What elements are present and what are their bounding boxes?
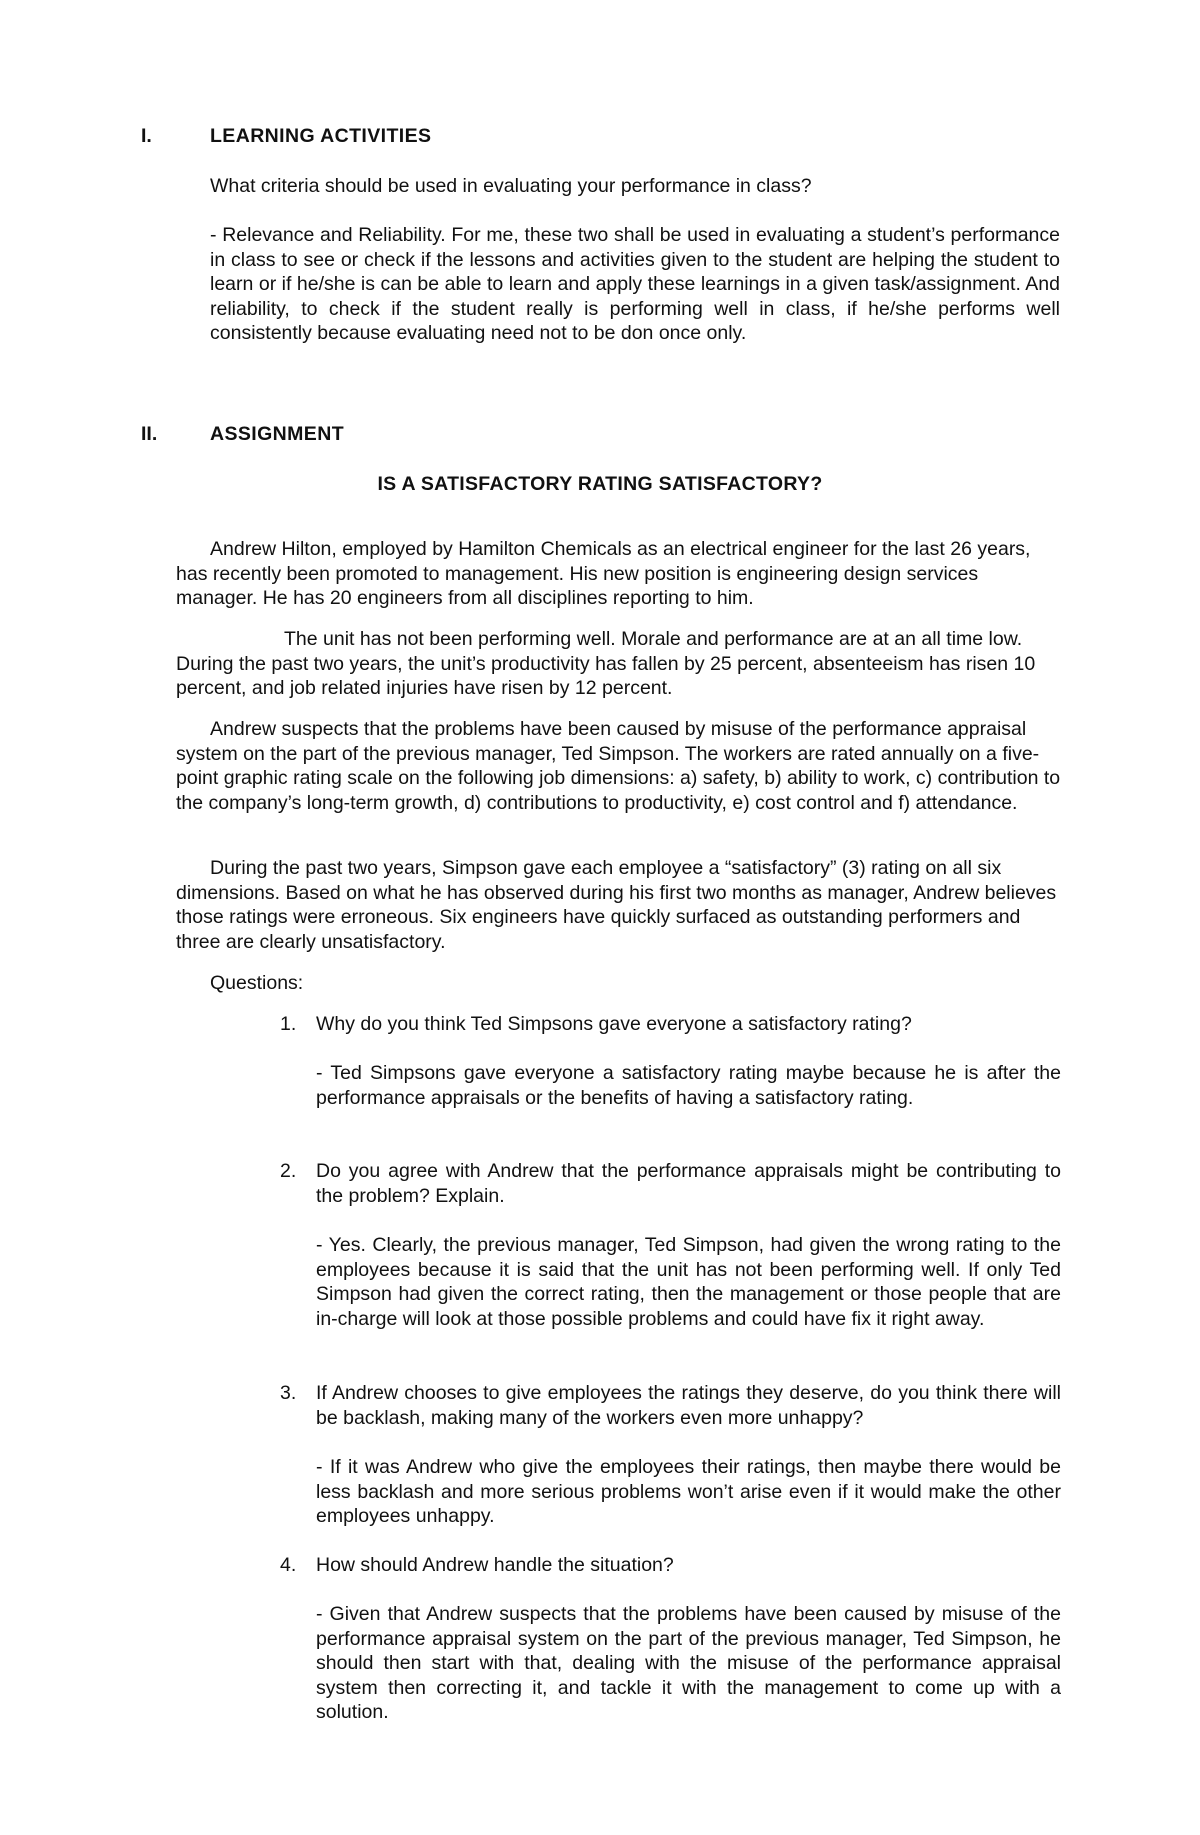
- question-1-text: Why do you think Ted Simpsons gave everyone a satisfactory rating?: [316, 1013, 912, 1035]
- case-paragraph-4: During the past two years, Simpson gave each employee a “satisfactory” (3) rating on all six dimensions. Based on what he has observed during his first two months as manager, Andrew believes those ratings were erroneous. Six engineers have quickly surfaced as outstanding performers and three are clearly unsatisfactory.: [176, 857, 1057, 953]
- section-1-answer: - Relevance and Reliability. For me, these two shall be used in evaluating a student’s performance in class to see or check if the lessons and activities given to the student are helping the student to learn or if he/she is can be able to learn and apply these learnings in a given task/assignment. And reliability, to check if the student really is performing well in class, if he/she performs well consistently because evaluating need not to be don once only.: [210, 224, 1060, 345]
- question-3-number: 3.: [280, 1382, 297, 1404]
- section-2-number: II.: [141, 423, 158, 445]
- question-4-text: How should Andrew handle the situation?: [316, 1554, 674, 1576]
- section-1-number: I.: [141, 125, 152, 147]
- question-2-number: 2.: [280, 1160, 297, 1182]
- question-1-number: 1.: [280, 1013, 297, 1035]
- question-3-text: If Andrew chooses to give employees the ratings they deserve, do you think there will be backlash, making many of the workers even more unhappy?: [316, 1382, 1061, 1429]
- question-4-number: 4.: [280, 1554, 297, 1576]
- questions-label: Questions:: [210, 972, 304, 994]
- section-1-question: What criteria should be used in evaluating your performance in class?: [210, 175, 812, 197]
- question-1-answer: - Ted Simpsons gave everyone a satisfactory rating maybe because he is after the performance appraisals or the benefits of having a satisfactory rating.: [316, 1062, 1061, 1109]
- question-2-answer: - Yes. Clearly, the previous manager, Ted Simpson, had given the wrong rating to the employees because it is said that the unit has not been performing well. If only Ted Simpson had given the correct rating, then the management or those people that are in-charge will look at those possible problems and could have fix it right away.: [316, 1234, 1061, 1330]
- case-paragraph-1: Andrew Hilton, employed by Hamilton Chemicals as an electrical engineer for the last 26 years, has recently been promoted to management. His new position is engineering design services manager. He has 20 engineers from all disciplines reporting to him.: [176, 538, 1031, 610]
- case-paragraph-2: The unit has not been performing well. Morale and performance are at an all time low. During the past two years, the unit’s productivity has fallen by 25 percent, absenteeism has risen 10 percent, and job related injuries have risen by 12 percent.: [176, 628, 1036, 700]
- question-2-text: Do you agree with Andrew that the performance appraisals might be contributing to the problem? Explain.: [316, 1160, 1061, 1207]
- question-3-answer: - If it was Andrew who give the employees their ratings, then maybe there would be less backlash and more serious problems won’t arise even if it would make the other employees unhappy.: [316, 1456, 1061, 1528]
- section-2-heading: ASSIGNMENT: [210, 423, 345, 445]
- case-paragraph-3: Andrew suspects that the problems have been caused by misuse of the performance appraisal system on the part of the previous manager, Ted Simpson. The workers are rated annually on a five-point graphic rating scale on the following job dimensions: a) safety, b) ability to work, c) contribution to the company’s long-term growth, d) contributions to productivity, e) cost control and f) attendance.: [176, 718, 1061, 814]
- question-4-answer: - Given that Andrew suspects that the problems have been caused by misuse of the performance appraisal system on the part of the previous manager, Ted Simpson, he should then start with that, dealing with the misuse of the performance appraisal system then correcting it, and tackle it with the management to come up with a solution.: [316, 1603, 1061, 1724]
- section-1-heading: LEARNING ACTIVITIES: [210, 125, 432, 147]
- case-title: IS A SATISFACTORY RATING SATISFACTORY?: [377, 473, 823, 495]
